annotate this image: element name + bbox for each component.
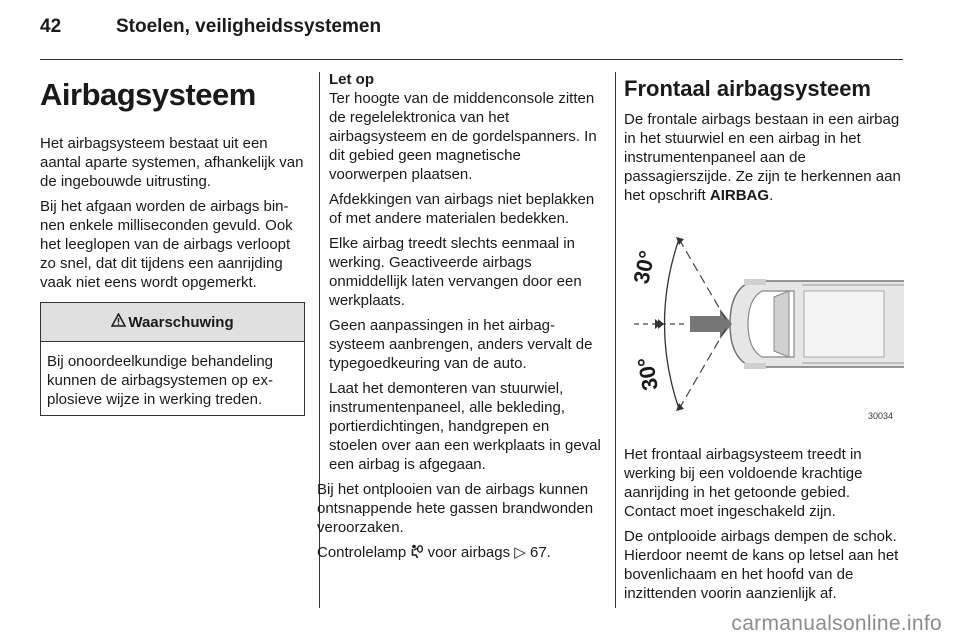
text: De frontale airbags bestaan in een airbag in het stuurwiel en een airbag in het instrumentenpaneel aan de passagierszijde. Ze zijn te herkennen aan het opschrift bbox=[624, 111, 901, 204]
column-1 bbox=[40, 70, 305, 416]
paragraph: Het airbagsysteem bestaat uit een aantal aparte systemen, afhankelijk van de ingebouwde uitrusting. bbox=[40, 135, 304, 190]
warning-box bbox=[40, 302, 305, 416]
paragraph: Bij het afgaan worden de airbags binnen enkele milliseconden gevuld. Ook het leeglopen van de airbags verloopt zo snel, dat dit tijdens een aanrijding vaak niet eens wordt opgemerkt. bbox=[40, 198, 293, 291]
column-2 bbox=[317, 70, 601, 570]
watermark: carmanualsonline.info bbox=[731, 612, 942, 635]
warning-title: Waarschuwing bbox=[128, 313, 234, 331]
note-paragraph: Laat het demonteren van stuurwiel, instrumentenpaneel, alle bekleding, portierdichtingen, handgrepen en stoelen over aan een werkplaats in geval een airbag is afgegaan. bbox=[329, 380, 601, 473]
page-header bbox=[40, 16, 381, 38]
airbag-deployment-figure bbox=[624, 219, 904, 429]
text: voor airbags bbox=[427, 544, 511, 561]
airbag-label: AIRBAG bbox=[709, 187, 770, 204]
paragraph bbox=[317, 543, 601, 564]
page-number: 42 bbox=[40, 16, 62, 37]
figure-code: 30034 bbox=[868, 411, 894, 421]
text: . bbox=[769, 187, 774, 204]
note-block bbox=[329, 89, 601, 474]
paragraph: De ontplooide airbags dempen de schok. Hierdoor neemt de kans op letsel aan het bovenlichaam en het hoofd van de inzittenden voorin aanzienlijk af. bbox=[624, 528, 899, 602]
note-paragraph: Elke airbag treedt slechts eenmaal in werking. Geactiveerde airbags onmiddellijk laten vervangen door een werkplaats. bbox=[329, 235, 582, 309]
paragraph: Het frontaal airbagsysteem treedt in werking bij een voldoende krachtige aanrijding in het getoonde gebied. Contact moet ingeschakeld zijn. bbox=[624, 446, 863, 520]
section-title: Stoelen, veiligheidssystemen bbox=[116, 16, 382, 37]
paragraph bbox=[624, 110, 904, 205]
column-divider-2 bbox=[615, 72, 616, 608]
frontal-airbag-heading: Frontaal airbagsysteem bbox=[624, 76, 871, 101]
paragraph: Bij het ontplooien van de airbags kunnen ontsnappende hete gassen brandwonden veroorzaken. bbox=[317, 481, 594, 536]
note-title: Let op bbox=[329, 71, 374, 88]
note-paragraph: Ter hoogte van de middenconsole zitten de regelelektronica van het airbagsysteem en de gordelspanners. In dit gebied geen magnetische voorwerpen plaatsen. bbox=[329, 90, 597, 183]
note-paragraph: Geen aanpassingen in het airbagsysteem aanbrengen, anders vervalt de typegoedkeuring van de auto. bbox=[329, 317, 593, 372]
warning-text: Bij onoordeelkundige behandeling kunnen de airbagsystemen op explosieve wijze in werking treden. bbox=[47, 353, 274, 408]
page-reference-arrow-icon: ▷ bbox=[514, 544, 526, 561]
airbag-system-heading: Airbagsysteem bbox=[40, 77, 256, 112]
angle-label-top: 30° bbox=[628, 248, 660, 287]
note-paragraph: Afdekkingen van airbags niet beplakken of met andere materialen bedekken. bbox=[329, 191, 595, 227]
car-top-view-illustration bbox=[730, 279, 904, 369]
column-3 bbox=[624, 70, 904, 609]
angle-label-bottom: 30° bbox=[632, 355, 663, 393]
impact-direction-arrow bbox=[690, 309, 732, 339]
warning-triangle-icon bbox=[111, 313, 126, 332]
header-rule bbox=[40, 59, 903, 60]
page-reference: 67. bbox=[530, 544, 551, 561]
airbag-warning-lamp-icon bbox=[410, 544, 423, 564]
car-diagram bbox=[624, 219, 904, 429]
warning-header bbox=[41, 303, 304, 342]
text: Controlelamp bbox=[317, 544, 407, 561]
